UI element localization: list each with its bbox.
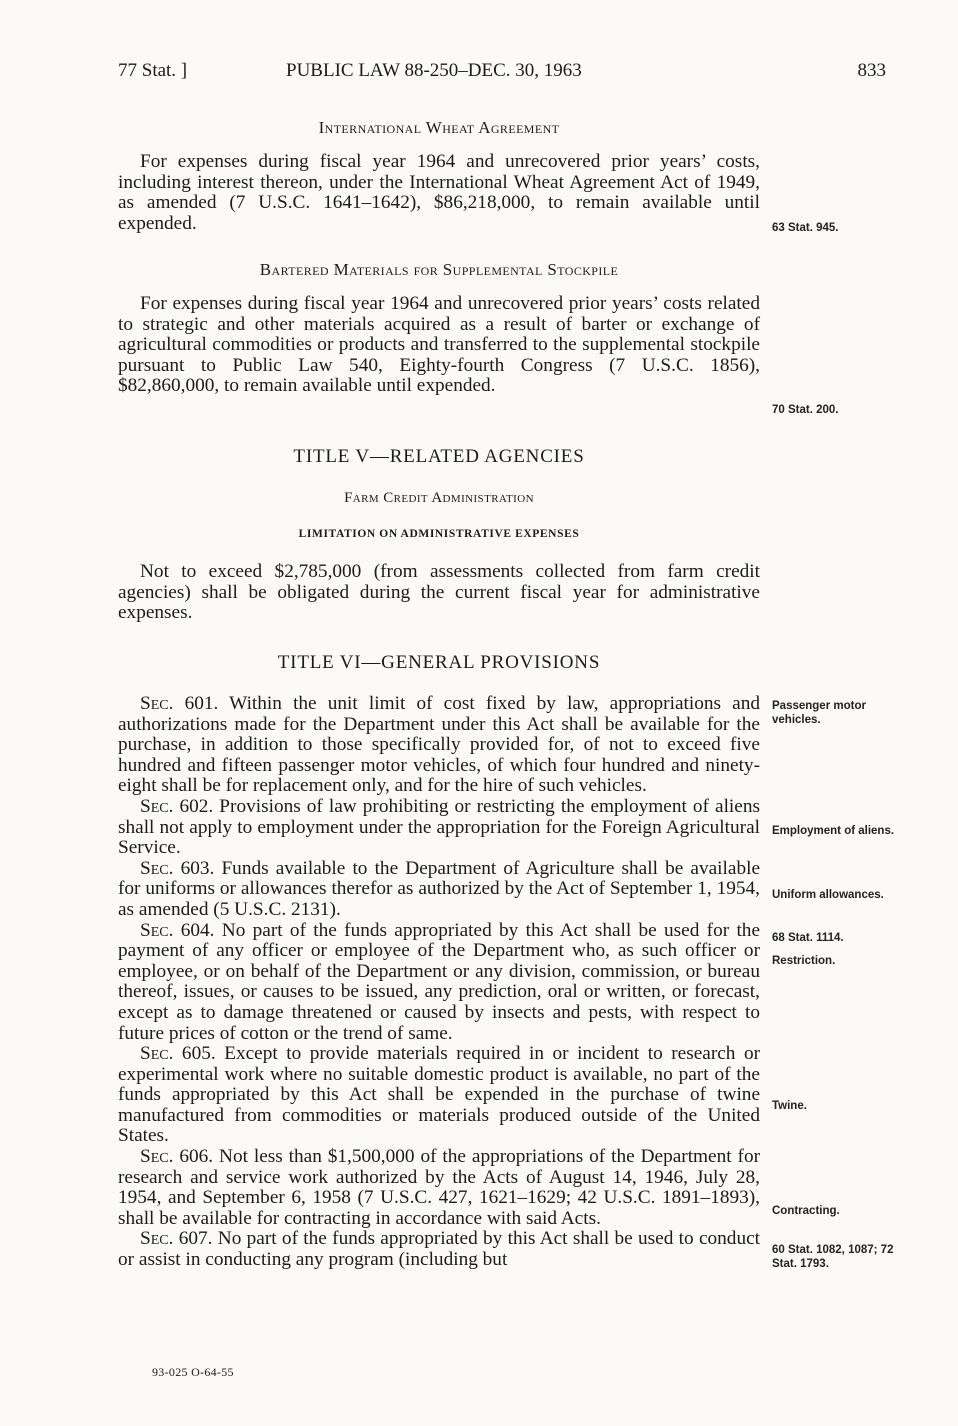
section-607-label: Sec. 607. — [140, 1228, 213, 1250]
section-604-text: No part of the funds appropriated by this Act shall be used for the payment of any officer or employee of the Department who, as such officer or employee, or on behalf of the Department or any division, commission, or bureau thereof, issues, or causes to be issued, any prediction, oral or written, or forecast, except as to damage threatened or caused by insects and pests, with respect to future prices of cotton or the trend of same. — [118, 919, 761, 1044]
margin-note-passenger: Passenger motor vehicles. — [772, 700, 866, 726]
margin-note-68-stat: 68 Stat. 1114. — [772, 932, 844, 944]
page-number: 833 — [857, 60, 886, 81]
section-603 — [118, 859, 760, 921]
bartered-paragraph — [118, 294, 760, 397]
section-602-label: Sec. 602. — [140, 795, 214, 817]
section-606-text: Not less than $1,500,000 of the appropriations of the Department for research and service work authorized by the Acts of August 14, 1946, July 28, 1954, and September 6, 1958 (7 U.S.C. 427, 1621–1629; 42 U.S.C. 1891–1893), shall be available for contracting in accordance with said Acts. — [118, 1146, 760, 1229]
section-601-label: Sec. 601. — [140, 693, 219, 714]
section-607-text: No part of the funds appropriated by this Act shall be used to conduct or assist in conducting any program (including but — [118, 1228, 761, 1271]
wheat-heading: International Wheat Agreement — [318, 118, 560, 137]
page-header — [118, 60, 886, 88]
section-605-text: Except to provide materials required in or incident to research or experimental work where no suitable domestic product is available, no part of the funds appropriated by this Act shall be expended in the purchase of twine manufactured from commodities or materials produced outside of the United States. — [118, 1043, 761, 1147]
printing-code: 93-025 O-64-55 — [152, 1365, 234, 1379]
limitation-subheading: LIMITATION ON ADMINISTRATIVE EXPENSES — [298, 528, 580, 540]
margin-note-restriction: Restriction. — [772, 955, 836, 967]
section-602 — [118, 797, 760, 859]
section-604 — [118, 921, 760, 1045]
farm-credit-heading: Farm Credit Administration — [344, 490, 534, 506]
section-606-label: Sec. 606. — [140, 1146, 214, 1168]
margin-note-employment: Employment of aliens. — [772, 825, 895, 837]
section-601-text: Within the unit limit of cost fixed by law, appropriations and authorizations made for the Department under this Act shall be available for the purchase, in addition to those specifically provided for, of not to exceed five hundred and fifteen passenger motor vehicles, of which four hundred and ninety-eight shall be for replacement only, and for the hire of such vehicles. — [118, 693, 760, 797]
section-604-label: Sec. 604. — [140, 919, 215, 941]
limitation-paragraph — [118, 562, 760, 624]
section-602-text: Provisions of law prohibiting or restricting the employment of aliens shall not apply to employment under the appropriation for the Foreign Agricultural Service. — [118, 795, 760, 859]
section-601 — [118, 694, 760, 797]
section-603-label: Sec. 603. — [140, 857, 215, 879]
bartered-text: For expenses during fiscal year 1964 and unrecovered prior years’ costs related to strategic and other materials acquired as a result of barter or exchange of agricultural commodities or products and transferred to the supplemental stockpile pursuant to Public Law 540, Eighty-fourth Congress (7 U.S.C. 1856), $82,860,000, to remain available until expended. — [118, 293, 760, 397]
margin-note-contracting: Contracting. — [772, 1205, 840, 1217]
margin-note-60-stat: 60 Stat. 1082, 1087; 72 Stat. 1793. — [772, 1244, 894, 1270]
title-v-heading: TITLE V—RELATED AGENCIES — [293, 446, 585, 467]
margin-note-63-stat: 63 Stat. 945. — [772, 222, 839, 234]
limitation-text: Not to exceed $2,785,000 (from assessments collected from farm credit agencies) shall be obligated during the current fiscal year for administrative expenses. — [118, 561, 760, 624]
wheat-text: For expenses during fiscal year 1964 and unrecovered prior years’ costs, including interest thereon, under the International Wheat Agreement Act of 1949, as amended (7 U.S.C. 1641–1642), $86,218,000, to remain available until expended. — [118, 151, 760, 234]
section-603-text: Funds available to the Department of Agriculture shall be available for uniforms or allowances therefor as authorized by the Act of September 1, 1954, as amended (5 U.S.C. 2131). — [118, 857, 761, 920]
volume-label: 77 Stat. ] — [118, 60, 188, 81]
margin-note-70-stat: 70 Stat. 200. — [772, 404, 839, 416]
wheat-paragraph — [118, 152, 760, 234]
law-title: PUBLIC LAW 88-250–DEC. 30, 1963 — [286, 60, 582, 81]
section-605-label: Sec. 605. — [140, 1043, 216, 1065]
title-vi-heading: TITLE VI—GENERAL PROVISIONS — [277, 652, 601, 673]
section-605 — [118, 1044, 760, 1147]
bartered-heading: Bartered Materials for Supplemental Stockpile — [259, 260, 619, 279]
general-provisions-body — [118, 694, 760, 1271]
margin-note-twine: Twine. — [772, 1100, 807, 1112]
section-606 — [118, 1147, 760, 1229]
section-607 — [118, 1229, 760, 1270]
margin-note-uniform: Uniform allowances. — [772, 889, 884, 901]
